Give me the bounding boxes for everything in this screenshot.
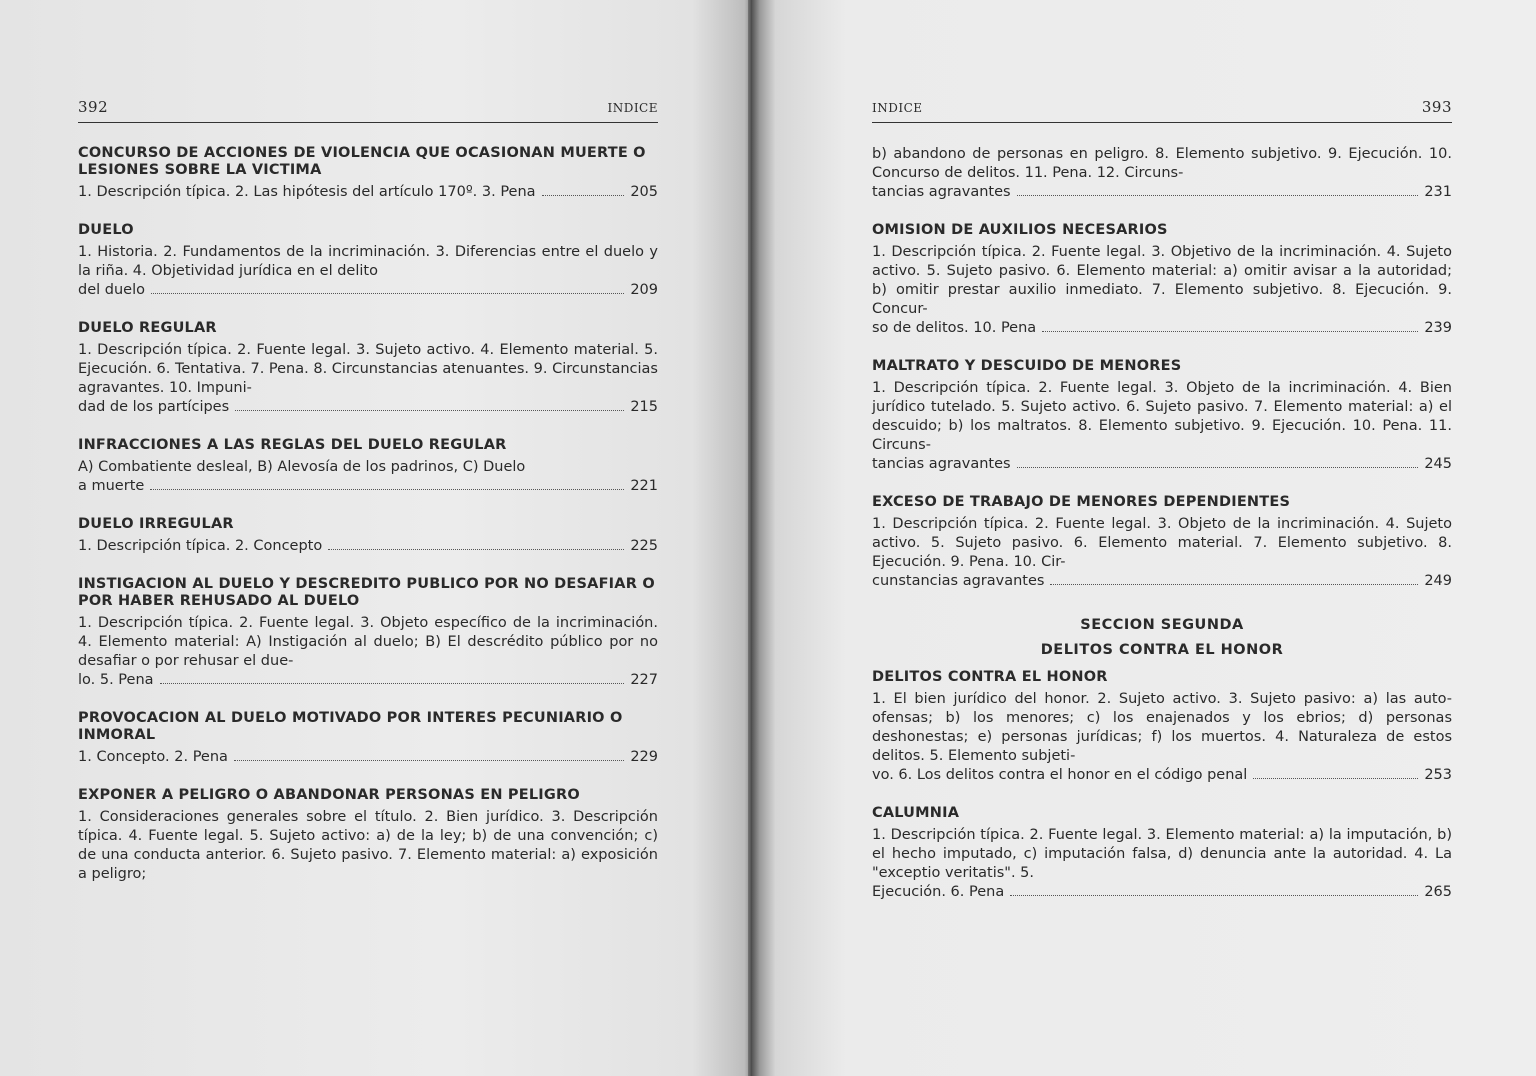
index-entry: [872, 669, 1452, 785]
left-running-head-title: INDICE: [607, 101, 658, 115]
index-entry: [78, 710, 658, 767]
index-entry: [872, 358, 1452, 474]
entry-title: PROVOCACION AL DUELO MOTIVADO POR INTERES PECUNIARIO O INMORAL: [78, 710, 623, 743]
entry-text: 1. Descripción típica. 2. Fuente legal. 3. Objeto específico de la incriminación. 4. Elemento material: A) Instigación al duelo; B) El descrédito público por no desafiar o por rehusar el due-: [78, 615, 658, 669]
page-reference: 265: [1424, 884, 1452, 900]
index-entry: [78, 145, 658, 202]
entry-last-line: cunstancias agravantes: [872, 573, 1045, 589]
entry-last-line: tancias agravantes: [872, 184, 1011, 200]
entry-title: MALTRATO Y DESCUIDO DE MENORES: [872, 358, 1182, 374]
entry-last-line: del duelo: [78, 282, 145, 298]
entry-last-line: dad de los partícipes: [78, 399, 230, 415]
entry-body: [78, 458, 658, 496]
entry-last-line: 1. Descripción típica. 2. Las hipótesis del artículo 170º. 3. Pena: [78, 184, 536, 200]
entry-body: [78, 183, 658, 202]
right-index-entries-before: [872, 145, 1452, 591]
entry-leader-line: [872, 455, 1452, 474]
entry-leader-line: [872, 319, 1452, 338]
dot-leader: [151, 293, 624, 294]
entry-title: DUELO REGULAR: [78, 320, 217, 336]
entry-leader-line: [872, 183, 1452, 202]
entry-body: [872, 379, 1452, 474]
right-page-content: [872, 98, 1452, 922]
entry-text: 1. Historia. 2. Fundamentos de la incriminación. 3. Diferencias entre el duelo y la riña. 4. Objetividad jurídica en el delito: [78, 244, 658, 279]
page-reference: 215: [630, 399, 658, 415]
index-entry: [872, 222, 1452, 338]
page-reference: 239: [1424, 320, 1452, 336]
page-reference: 227: [630, 672, 658, 688]
page-reference: 245: [1424, 456, 1452, 472]
index-entry: [78, 437, 658, 496]
entry-leader-line: [872, 883, 1452, 902]
entry-body: [872, 826, 1452, 902]
right-running-head: [872, 98, 1452, 123]
dot-leader: [235, 410, 624, 411]
entry-title: DELITOS CONTRA EL HONOR: [872, 669, 1108, 685]
entry-leader-line: [78, 183, 658, 202]
entry-body: [78, 243, 658, 300]
entry-last-line: 1. Descripción típica. 2. Concepto: [78, 538, 323, 554]
dot-leader: [150, 489, 624, 490]
page-reference: 249: [1424, 573, 1452, 589]
entry-leader-line: [78, 477, 658, 496]
entry-body: [872, 515, 1452, 591]
entry-title: DUELO: [78, 222, 134, 238]
section-heading: [872, 613, 1452, 663]
entry-last-line: lo. 5. Pena: [78, 672, 154, 688]
index-entry: [78, 576, 658, 690]
entry-text: 1. Descripción típica. 2. Fuente legal. 3. Objeto de la incriminación. 4. Sujeto activo. 5. Sujeto pasivo. 6. Elemento material. 7. Elemento subjetivo. 8. Ejecución. 9. Pena. 10. Cir-: [872, 516, 1452, 570]
entry-last-line: a muerte: [78, 478, 145, 494]
entry-leader-line: [78, 748, 658, 767]
entry-body: [872, 690, 1452, 785]
page-reference: 209: [630, 282, 658, 298]
right-index-entries-after: [872, 669, 1452, 902]
index-entry: [872, 494, 1452, 591]
dot-leader: [1253, 778, 1418, 779]
entry-body: [78, 341, 658, 417]
right-running-head-title: INDICE: [872, 101, 923, 115]
index-entry: [78, 320, 658, 417]
entry-last-line: tancias agravantes: [872, 456, 1011, 472]
section-subtitle: DELITOS CONTRA EL HONOR: [1040, 642, 1284, 658]
entry-body: [78, 614, 658, 690]
entry-body: [78, 537, 658, 556]
entry-text: A) Combatiente desleal, B) Alevosía de los padrinos, C) Duelo: [78, 459, 526, 475]
entry-last-line: 1. Concepto. 2. Pena: [78, 749, 228, 765]
section-title: SECCION SEGUNDA: [1080, 617, 1244, 633]
entry-text: b) abandono de personas en peligro. 8. Elemento subjetivo. 9. Ejecución. 10. Concurso de delitos. 11. Pena. 12. Circuns-: [872, 146, 1452, 181]
entry-body: [872, 243, 1452, 338]
entry-text: 1. Descripción típica. 2. Fuente legal. 3. Objeto de la incriminación. 4. Bien jurídico tutelado. 5. Sujeto activo. 6. Sujeto pasivo. 7. Elemento material: a) el descuido; b) los maltratos. 8. Elemento subjetivo. 9. Ejecución. 10. Pena. 11. Circuns-: [872, 380, 1452, 453]
dot-leader: [1010, 895, 1418, 896]
entry-body: [78, 808, 658, 884]
entry-title: OMISION DE AUXILIOS NECESARIOS: [872, 222, 1168, 238]
page-reference: 231: [1424, 184, 1452, 200]
left-running-head: [78, 98, 658, 123]
entry-title: INSTIGACION AL DUELO Y DESCREDITO PUBLICO POR NO DESAFIAR O POR HABER REHUSADO AL DUELO: [78, 576, 655, 609]
dot-leader: [328, 549, 624, 550]
entry-title: CONCURSO DE ACCIONES DE VIOLENCIA QUE OCASIONAN MUERTE O LESIONES SOBRE LA VICTIMA: [78, 145, 646, 178]
right-page: [752, 0, 1536, 1076]
entry-title: INFRACCIONES A LAS REGLAS DEL DUELO REGULAR: [78, 437, 507, 453]
index-entry: [78, 787, 658, 884]
entry-last-line: so de delitos. 10. Pena: [872, 320, 1037, 336]
index-entry: [78, 516, 658, 556]
dot-leader: [234, 760, 624, 761]
entry-leader-line: [872, 572, 1452, 591]
left-page-number: 392: [78, 98, 109, 116]
page-reference: 205: [630, 184, 658, 200]
entry-title: EXCESO DE TRABAJO DE MENORES DEPENDIENTES: [872, 494, 1291, 510]
page-reference: 253: [1424, 767, 1452, 783]
left-page: [0, 0, 752, 1076]
page-reference: 221: [630, 478, 658, 494]
dot-leader: [1050, 584, 1418, 585]
entry-leader-line: [78, 398, 658, 417]
entry-leader-line: [78, 671, 658, 690]
dot-leader: [1017, 467, 1418, 468]
left-page-content: [78, 98, 658, 904]
dot-leader: [1042, 331, 1418, 332]
entry-leader-line: [872, 766, 1452, 785]
dot-leader: [160, 683, 624, 684]
entry-leader-line: [78, 537, 658, 556]
entry-title: EXPONER A PELIGRO O ABANDONAR PERSONAS EN PELIGRO: [78, 787, 580, 803]
entry-leader-line: [78, 281, 658, 300]
entry-title: DUELO IRREGULAR: [78, 516, 234, 532]
entry-last-line: vo. 6. Los delitos contra el honor en el código penal: [872, 767, 1248, 783]
page-reference: 225: [630, 538, 658, 554]
dot-leader: [1017, 195, 1418, 196]
page-reference: 229: [630, 749, 658, 765]
entry-text: 1. Descripción típica. 2. Fuente legal. 3. Sujeto activo. 4. Elemento material. 5. Ejecución. 6. Tentativa. 7. Pena. 8. Circunstancias atenuantes. 9. Circunstancias agravantes. 10. Impuni-: [78, 342, 658, 396]
index-entry: [872, 805, 1452, 902]
entry-title: CALUMNIA: [872, 805, 960, 821]
right-page-number: 393: [1421, 98, 1452, 116]
index-entry: [872, 145, 1452, 202]
left-index-entries: [78, 145, 658, 884]
entry-last-line: Ejecución. 6. Pena: [872, 884, 1005, 900]
index-entry: [78, 222, 658, 300]
dot-leader: [542, 195, 624, 196]
entry-text: 1. El bien jurídico del honor. 2. Sujeto activo. 3. Sujeto pasivo: a) las auto-ofensas; b) los menores; c) los enajenados y los ebrios; d) personas deshonestas; e) personas jurídicas; f) los muertos. 4. Naturaleza de estos delitos. 5. Elemento subjeti-: [872, 691, 1452, 764]
entry-text: 1. Consideraciones generales sobre el título. 2. Bien jurídico. 3. Descripción típica. 4. Fuente legal. 5. Sujeto activo: a) de la ley; b) de una convención; c) de una conducta anterior. 6. Sujeto pasivo. 7. Elemento material: a) exposición a peligro;: [78, 809, 658, 882]
entry-text: 1. Descripción típica. 2. Fuente legal. 3. Elemento material: a) la imputación, b) el hecho imputado, c) imputación falsa, d) denuncia ante la autoridad. 4. La "exceptio veritatis". 5.: [872, 827, 1452, 881]
entry-body: [78, 748, 658, 767]
entry-text: 1. Descripción típica. 2. Fuente legal. 3. Objetivo de la incriminación. 4. Sujeto activo. 5. Sujeto pasivo. 6. Elemento material: a) omitir avisar a la autoridad; b) omitir prestar auxilio inmediato. 7. Elemento subjetivo. 8. Ejecución. 9. Concur-: [872, 244, 1452, 317]
entry-body: [872, 145, 1452, 202]
